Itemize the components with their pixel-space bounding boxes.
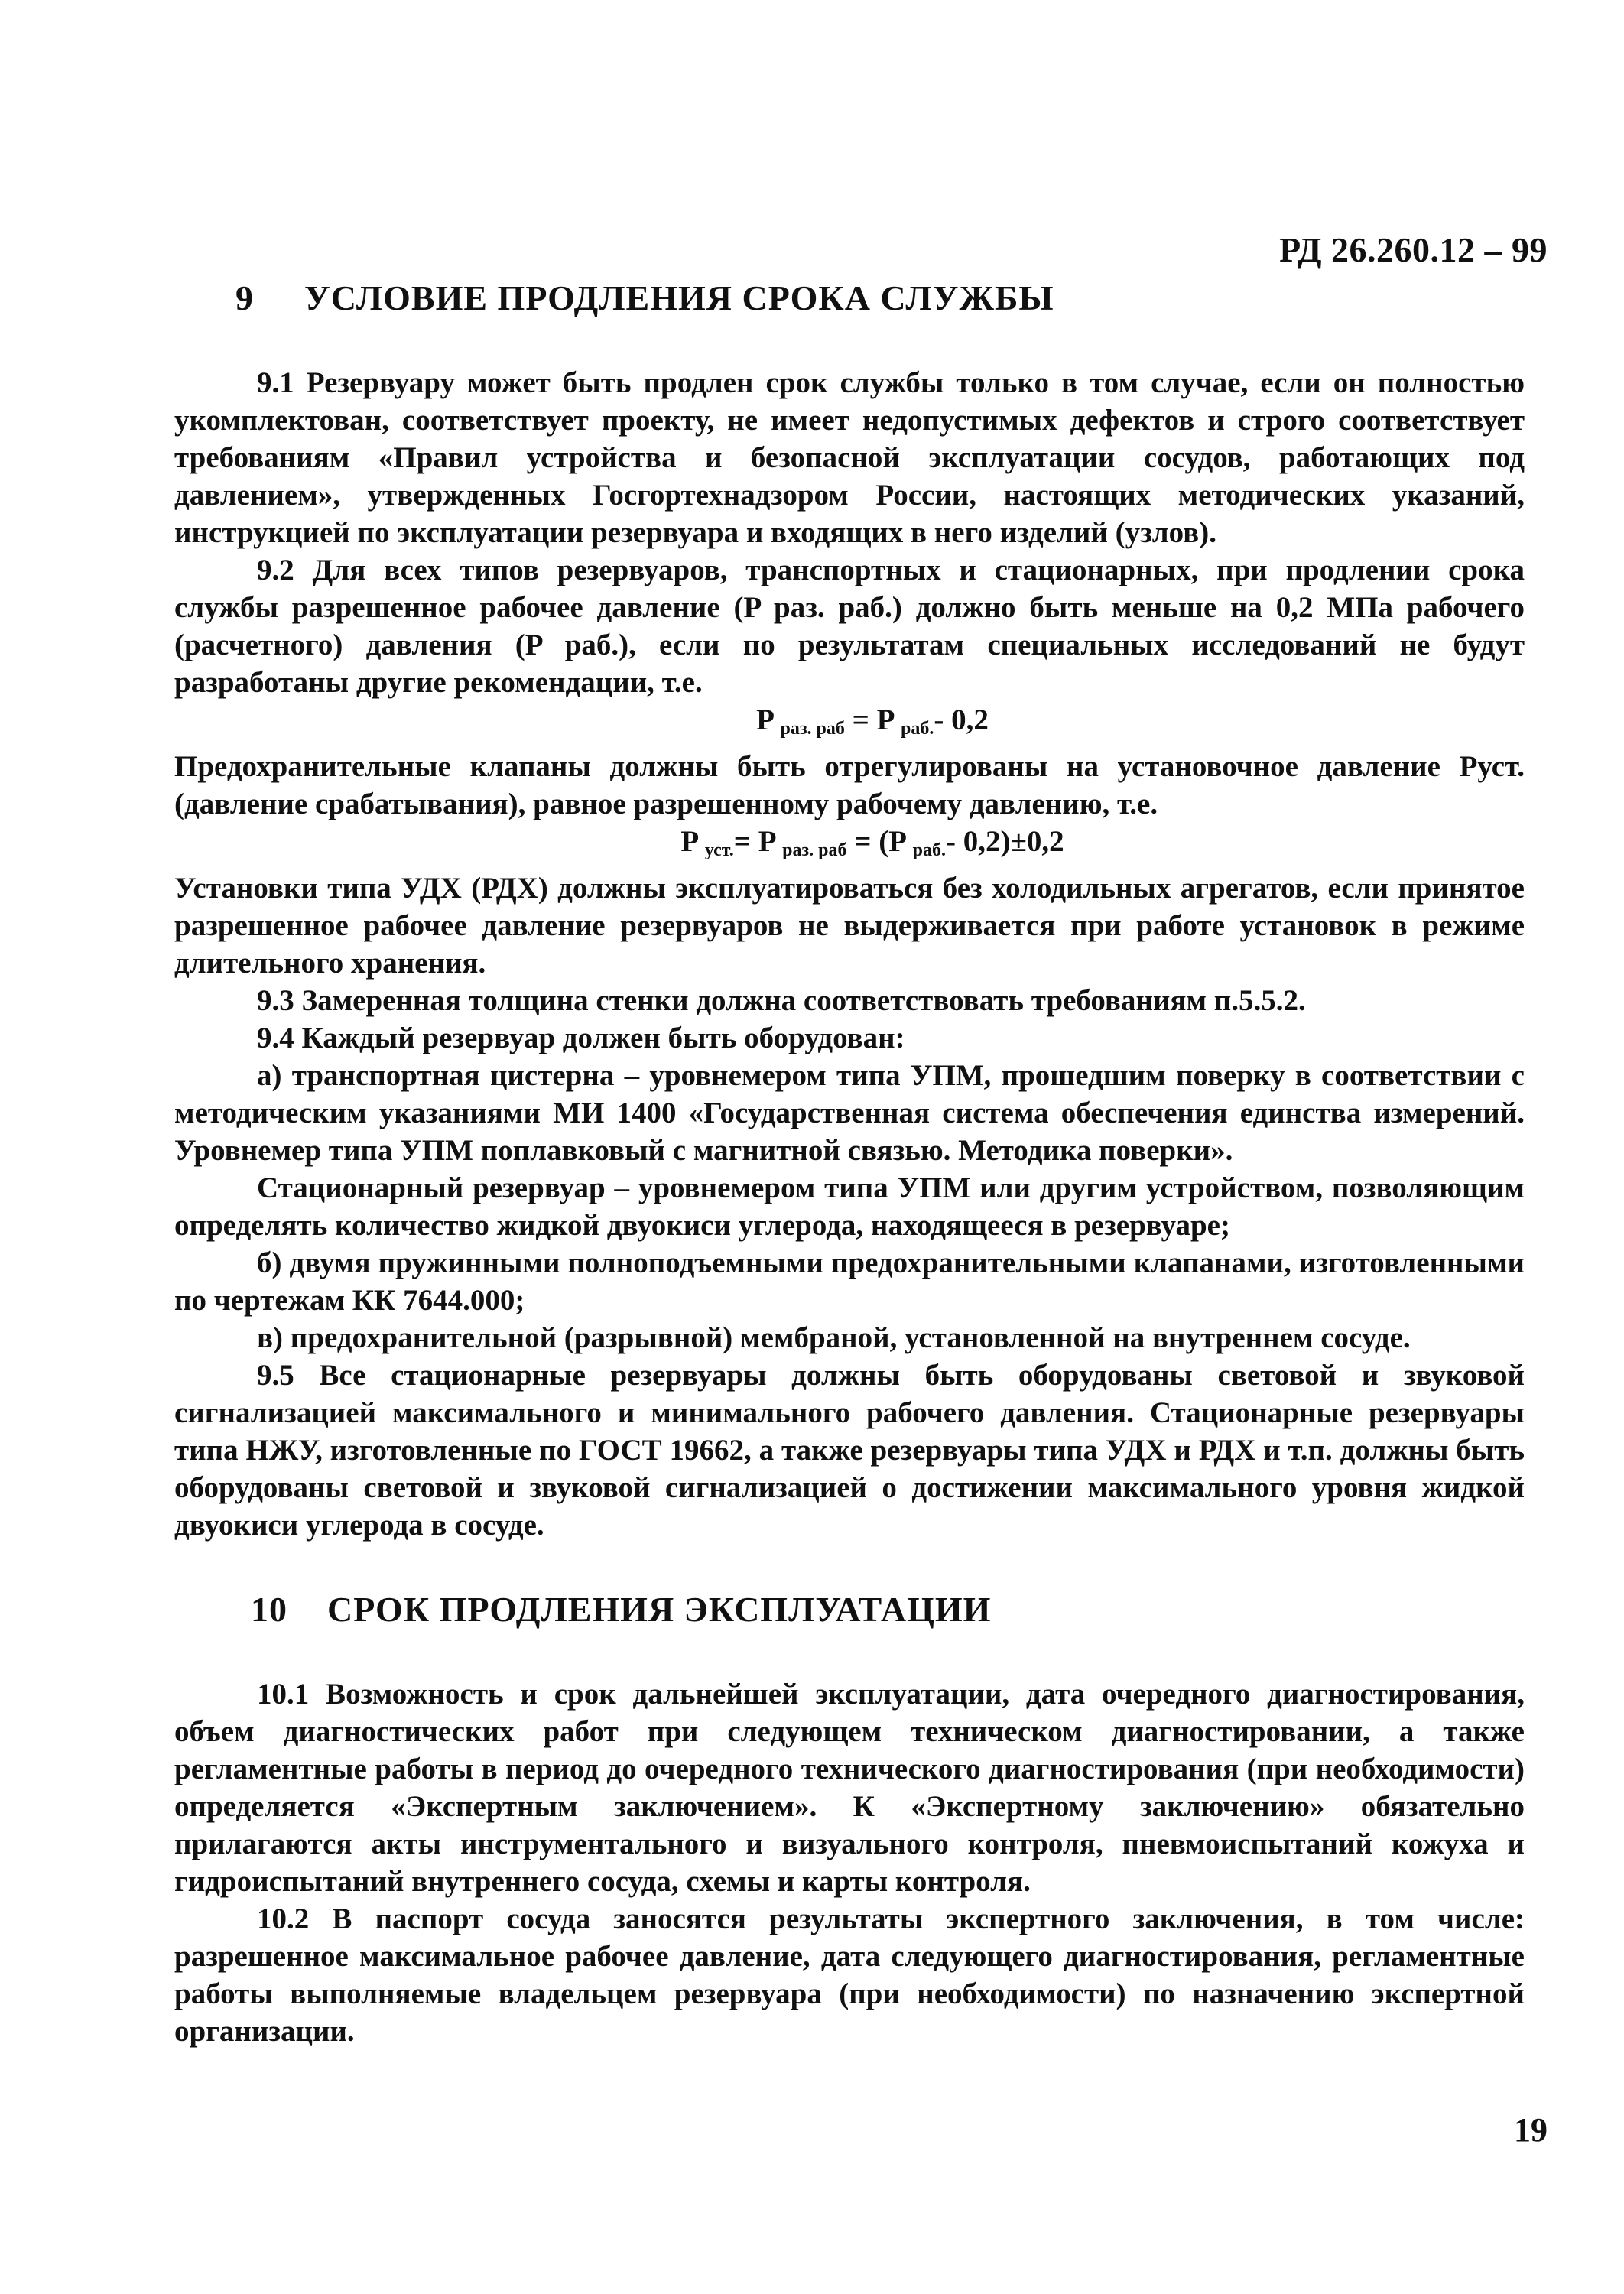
page-content bbox=[174, 275, 1525, 2050]
section-heading-9 bbox=[235, 275, 1525, 321]
formula-set-pressure: P $_{уст.}$= P $_{раз. раб}$ = (P $_{раб.}$- 0,2)±0,2 bbox=[680, 825, 1064, 860]
paragraph-9-2-valves: Предохранительные клапаны должны быть отрегулированы на установочное давление Pуст. (давление срабатывания), равное разрешенному рабочему давлению, т.е. bbox=[174, 750, 1525, 820]
paragraph-9-3: 9.3 Замеренная толщина стенки должна соответствовать требованиям п.5.5.2. bbox=[257, 984, 1306, 1017]
section-heading-10 bbox=[251, 1587, 1525, 1633]
list-item-9-4-b: б) двумя пружинными полноподъемными предохранительными клапанами, изготовленными по чертежам КК 7644.000; bbox=[174, 1246, 1525, 1317]
list-item-9-4-c: в) предохранительной (разрывной) мембраной, установленной на внутреннем сосуде. bbox=[257, 1321, 1411, 1354]
paragraph-9-5: 9.5 Все стационарные резервуары должны быть оборудованы световой и звуковой сигнализацией максимального и минимального рабочего давления. Стационарные резервуары типа НЖУ, изготовленные по ГОСТ 19662, а также резервуары типа УДХ и РДХ и т.п. должны быть оборудованы световой и звуковой сигнализацией о достижении максимального уровня жидкой двуокиси углерода в сосуде. bbox=[174, 1359, 1525, 1542]
section-title: УСЛОВИЕ ПРОДЛЕНИЯ СРОКА СЛУЖБЫ bbox=[304, 278, 1054, 317]
paragraph-9-4-stationary: Стационарный резервуар – уровнемером типа УПМ или другим устройством, позволяющим определять количество жидкой двуокиси углерода, находящееся в резервуаре; bbox=[174, 1171, 1525, 1242]
list-item-9-4-a: а) транспортная цистерна – уровнемером типа УПМ, прошедшим поверку в соответствии с методическим указаниями МИ 1400 «Государственная система обеспечения единства измерений. Уровнемер типа УПМ поплавковый с магнитной связью. Методика поверки». bbox=[174, 1059, 1525, 1167]
paragraph-9-1: 9.1 Резервуару может быть продлен срок службы только в том случае, если он полностью укомплектован, соответствует проекту, не имеет недопустимых дефектов и строго соответствует требованиям «Правил устройства и безопасной эксплуатации сосудов, работающих под давлением», утвержденных Госгортехнадзором России, настоящих методических указаний, инструкцией по эксплуатации резервуара и входящих в него изделий (узлов). bbox=[174, 366, 1525, 549]
paragraph-9-4: 9.4 Каждый резервуар должен быть оборудован: bbox=[257, 1022, 905, 1054]
section-title: СРОК ПРОДЛЕНИЯ ЭКСПЛУАТАЦИИ bbox=[327, 1590, 992, 1629]
paragraph-9-2-installations: Установки типа УДХ (РДХ) должны эксплуатироваться без холодильных агрегатов, если принятое разрешенное рабочее давление резервуаров не выдерживается при работе установок в режиме длительного хранения. bbox=[174, 872, 1525, 980]
formula-allowed-pressure: P $_{раз. раб}$ = P $_{раб.}$- 0,2 bbox=[756, 703, 989, 739]
paragraph-10-1: 10.1 Возможность и срок дальнейшей эксплуатации, дата очередного диагностирования, объем диагностических работ при следующем техническом диагностировании, а также регламентные работы в период до очередного технического диагностирования (при необходимости) определяется «Экспертным заключением». К «Экспертному заключению» обязательно прилагаются акты инструментального и визуального контроля, пневмоиспытаний кожуха и гидроиспытаний внутреннего сосуда, схемы и карты контроля. bbox=[174, 1678, 1525, 1898]
page-number: 19 bbox=[1514, 2111, 1548, 2149]
document-code: РД 26.260.12 – 99 bbox=[1279, 230, 1548, 269]
section-number: 9 bbox=[235, 278, 254, 317]
paragraph-10-2: 10.2 В паспорт сосуда заносятся результаты экспертного заключения, в том числе: разрешенное максимальное рабочее давление, дата следующего диагностирования, регламентные работы выполняемые владельцем резервуара (при необходимости) по назначению экспертной организации. bbox=[174, 1902, 1525, 2048]
paragraph-9-2: 9.2 Для всех типов резервуаров, транспортных и стационарных, при продлении срока службы разрешенное рабочее давление (P раз. раб.) должно быть меньше на 0,2 МПа рабочего (расчетного) давления (P раб.), если по результатам специальных исследований не будут разработаны другие рекомендации, т.е. bbox=[174, 554, 1525, 699]
section-number: 10 bbox=[251, 1590, 287, 1629]
